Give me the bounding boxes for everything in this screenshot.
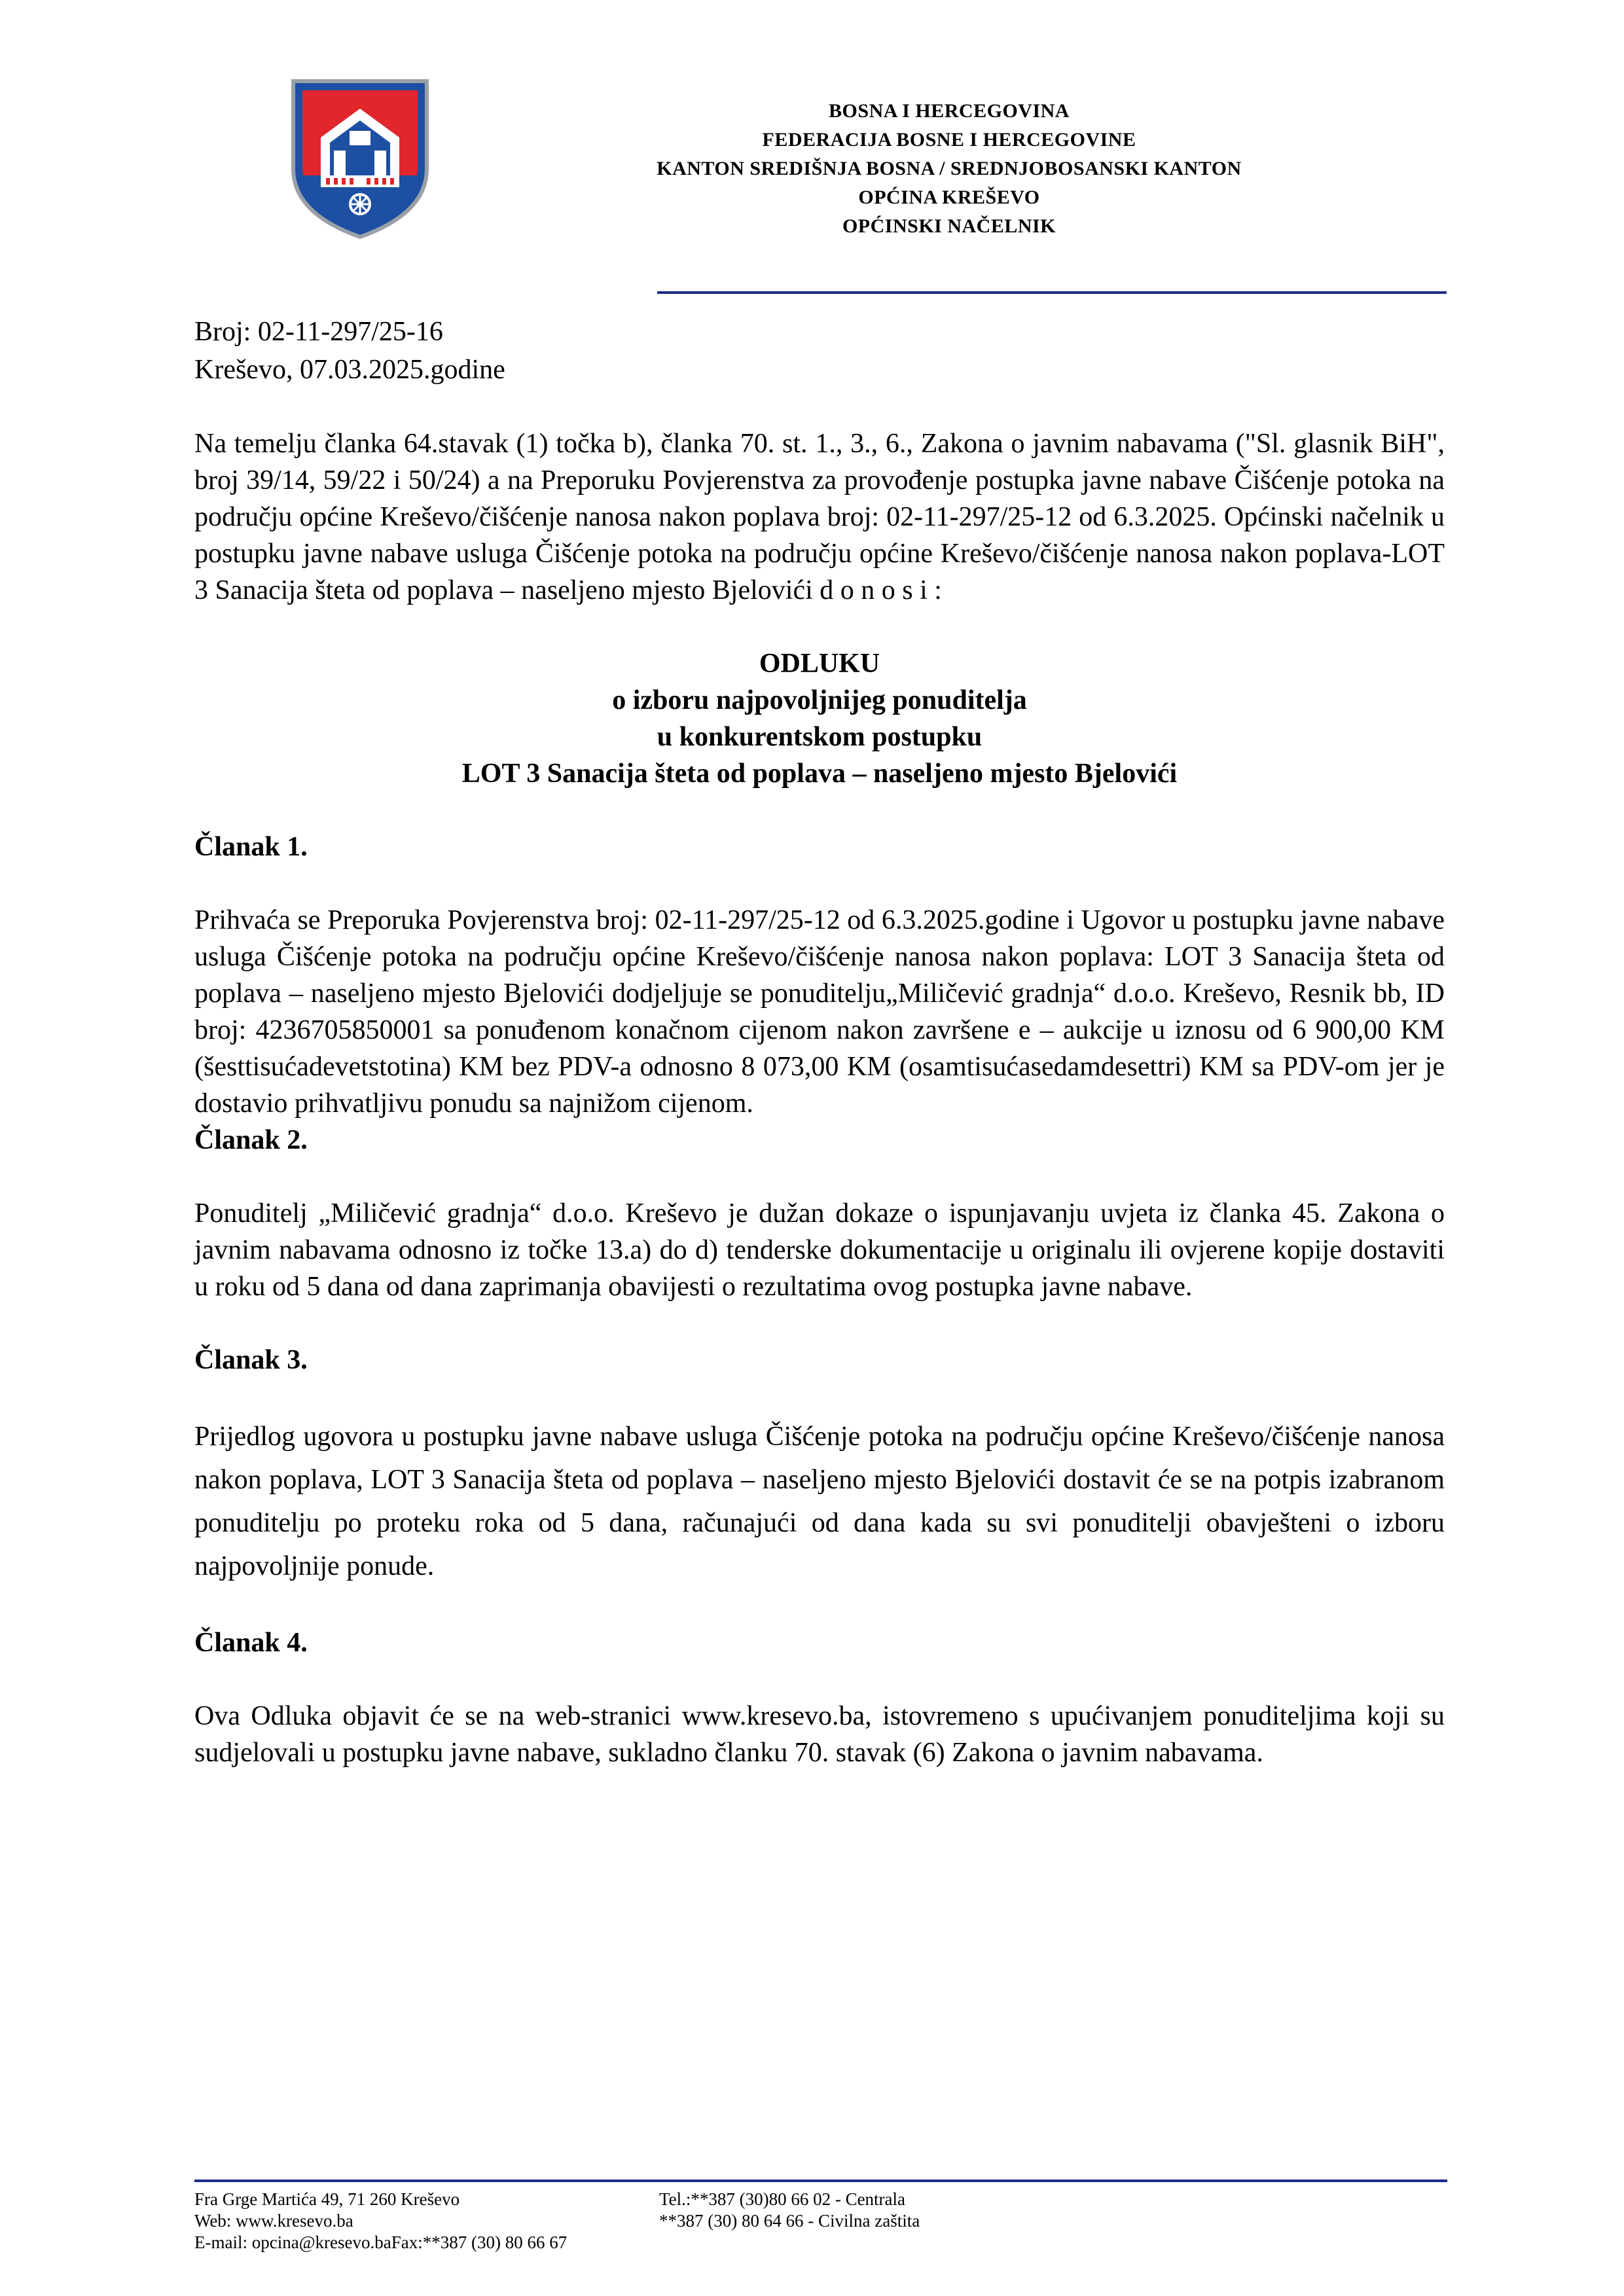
- document-meta: [194, 313, 1445, 389]
- footer-email-fax[interactable]: E-mail: opcina@kresevo.baFax:**387 (30) 80 66 67: [194, 2233, 568, 2252]
- article-3-title: Članak 3.: [194, 1345, 308, 1375]
- decision-title-line-4: LOT 3 Sanacija šteta od poplava – naseljeno mjesto Bjelovići: [461, 759, 1178, 789]
- footer-divider: [194, 2179, 1447, 2182]
- article-1-text: Prihvaća se Preporuka Povjerenstva broj: 02-11-297/25-12 od 6.3.2025.godine i Ugovor u postupku javne nabave usluga Čišćenje potoka na području općine Kreševo/čišćenje nanosa nakon poplava: LOT 3 Sanacija šteta od poplava – naseljeno mjesto Bjelovići dodjeljuje se ponuditelju„Miličević gradnja“ d.o.o. Kreševo, Resnik bb, ID broj: 4236705850001 sa ponuđenom konačnom cijenom nakon završene e – aukcije u iznosu od 6 900,00 KM (šesttisućadevetstotina) KM bez PDV-a odnosno 8 073,00 KM (osamtisućasedamdesettri) KM sa PDV-om jer je dostavio prihvatljivu ponudu sa najnižom cijenom.: [194, 905, 1445, 1119]
- footer-phone-central: Tel.:**387 (30)80 66 02 - Centrala: [659, 2189, 906, 2209]
- decision-title: [194, 645, 1445, 792]
- decision-title-line-2: o izboru najpovoljnijeg ponuditelja: [612, 685, 1027, 715]
- header-line-country: BOSNA I HERCEGOVINA: [829, 100, 1070, 122]
- article-1-title: Članak 1.: [194, 832, 308, 862]
- document-body: [194, 308, 1445, 1771]
- footer-web-link[interactable]: Web: www.kresevo.ba: [194, 2211, 353, 2231]
- decision-title-line-1: ODLUKU: [759, 649, 880, 679]
- document-date: Kreševo, 07.03.2025.godine: [194, 355, 505, 385]
- header-line-office: OPĆINSKI NAČELNIK: [842, 215, 1056, 237]
- decision-title-line-3: u konkurentskom postupku: [657, 722, 983, 752]
- footer-address: Fra Grge Martića 49, 71 260 Kreševo: [194, 2189, 460, 2209]
- contact-footer: [194, 2189, 1242, 2253]
- header-line-municipality: OPĆINA KREŠEVO: [858, 187, 1040, 208]
- coat-of-arms-icon: [288, 77, 432, 241]
- article-4-text: Ova Odluka objavit će se na web-stranici www.kresevo.ba, istovremeno s upućivanjem ponuditeljima koji su sudjelovali u postupku javne nabave, sukladno članku 70. stavak (6) Zakona o javnim nabavama.: [194, 1701, 1445, 1768]
- article-3-text: Prijedlog ugovora u postupku javne nabave usluga Čišćenje potoka na području općine Kreševo/čišćenje nanosa nakon poplava, LOT 3 Sanacija šteta od poplava – naseljeno mjesto Bjelovići dostavit će se na potpis izabranom ponuditelju po proteku roka od 5 dana, računajući od dana kada su svi ponuditelji obavješteni o izboru najpovoljnije ponude.: [194, 1422, 1445, 1581]
- header-divider: [657, 291, 1447, 294]
- footer-phone-civil: **387 (30) 80 64 66 - Civilna zaštita: [659, 2211, 920, 2231]
- header-line-canton: KANTON SREDIŠNJA BOSNA / SREDNJOBOSANSKI KANTON: [657, 158, 1242, 179]
- article-2-text: Ponuditelj „Miličević gradnja“ d.o.o. Kreševo je dužan dokaze o ispunjavanju uvjeta iz članka 45. Zakona o javnim nabavama odnosno iz točke 13.a) do d) tenderske dokumentacije u originalu ili ovjerene kopije dostaviti u roku od 5 dana od dana zaprimanja obavijesti o rezultatima ovog postupka javne nabave.: [194, 1198, 1445, 1302]
- article-2-title: Članak 2.: [194, 1125, 308, 1155]
- reference-number: Broj: 02-11-297/25-16: [194, 317, 443, 347]
- article-4-title: Članak 4.: [194, 1628, 308, 1658]
- intro-paragraph: Na temelju članka 64.stavak (1) točka b), članka 70. st. 1., 3., 6., Zakona o javnim nabavama ("Sl. glasnik BiH", broj 39/14, 59/22 i 50/24) a na Preporuku Povjerenstva za provođenje postupka javne nabave Čišćenje potoka na području općine Kreševo/čišćenje nanosa nakon poplava broj: 02-11-297/25-12 od 6.3.2025. Općinski načelnik u postupku javne nabave usluga Čišćenje potoka na području općine Kreševo/čišćenje nanosa nakon poplava-LOT 3 Sanacija šteta od poplava – naseljeno mjesto Bjelovići d o n o s i :: [194, 429, 1445, 605]
- institution-header: [497, 97, 1401, 241]
- header-line-federation: FEDERACIJA BOSNE I HERCEGOVINE: [762, 129, 1136, 151]
